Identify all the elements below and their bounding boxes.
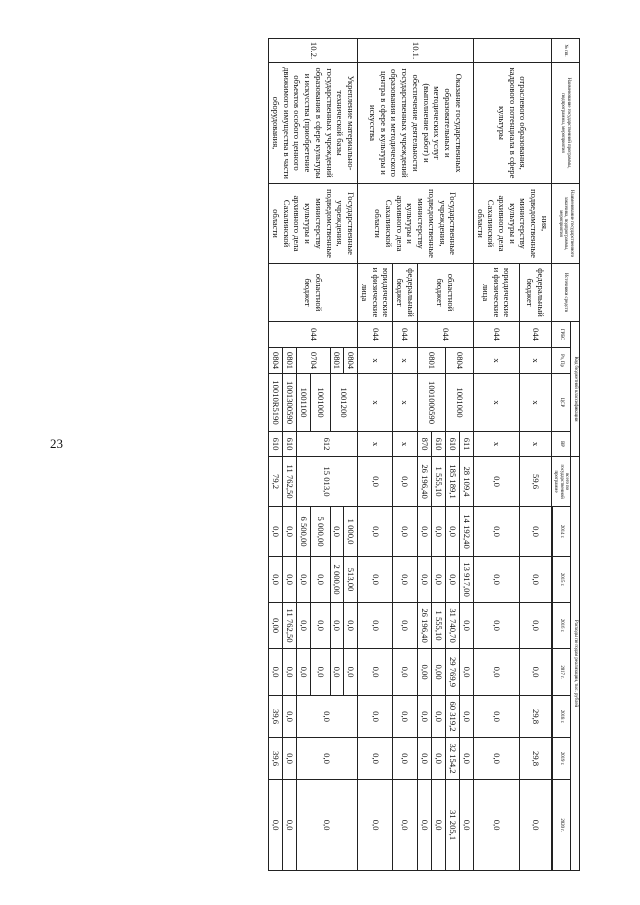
header-name: Наименование государственной программы, подпрограммы, мероприятия	[551, 63, 579, 184]
table-cell: 0,0	[296, 603, 310, 649]
table-cell: 0,00	[417, 649, 431, 696]
table-cell: 0,0	[473, 649, 519, 696]
table-cell: 1001000	[445, 374, 473, 432]
table-cell: 0,0	[473, 507, 519, 557]
table-cell: 0,0	[393, 557, 417, 603]
table-cell: 0,0	[459, 780, 473, 871]
table-cell: 13 917,00	[459, 557, 473, 603]
table-cell: 0,0	[282, 507, 296, 557]
header-expenses: Расходы по годам реализации, тыс. рублей	[571, 457, 580, 871]
table-cell: 610	[431, 432, 445, 457]
table-cell: 0,0	[431, 507, 445, 557]
table-cell: 39,6	[269, 738, 283, 780]
executor-name: Государственные учреждения, подведомственные министерству культуры и архивного дела Сахалинской области	[358, 184, 474, 264]
table-cell: 0,0	[431, 738, 445, 780]
table-cell: 0,0	[269, 557, 283, 603]
table-cell: 0,0	[358, 649, 393, 696]
table-cell: 0,0	[358, 696, 393, 738]
table-cell: 0,0	[310, 649, 330, 696]
table-cell: x	[473, 432, 519, 457]
table-cell: 0801	[282, 348, 296, 374]
table-cell: 5 000,00	[310, 507, 330, 557]
table-cell: x	[473, 374, 519, 432]
table-row	[459, 39, 473, 871]
table-cell: 0,0	[358, 738, 393, 780]
table-row	[519, 39, 551, 871]
table-cell: 0,0	[282, 780, 296, 871]
table-cell: 0,0	[459, 649, 473, 696]
program-name: Оказание государственных образовательных и методических услуг (выполнение работ) и обеспечение деятельности государственных учреждений образования и методического центра в сфере в культуры и искусства	[358, 63, 474, 184]
table-cell: x	[519, 374, 551, 432]
page-number: 23	[50, 436, 63, 451]
rotated-budget-table	[102, 38, 580, 870]
table-cell: 0,0	[393, 696, 417, 738]
table-cell: 0,0	[393, 603, 417, 649]
table-cell: x	[393, 348, 417, 374]
table-cell: 0,0	[344, 603, 358, 649]
table-cell: 6 500,00	[296, 507, 310, 557]
table-cell: 0,0	[296, 557, 310, 603]
table-cell: 0,0	[282, 738, 296, 780]
table-cell: 0,0	[330, 507, 344, 557]
header-vr: ВР	[551, 432, 571, 457]
header-year: 2015 г.	[552, 557, 571, 603]
header-year: 2016 г.	[552, 603, 571, 649]
table-cell: 1001100	[296, 374, 310, 432]
table-cell	[473, 39, 551, 63]
header-year: 2020 г.	[552, 780, 571, 871]
table-cell: 11 762,50	[282, 603, 296, 649]
table-cell: x	[358, 432, 393, 457]
table-cell: 0804	[445, 348, 473, 374]
table-cell: 0,0	[393, 780, 417, 871]
table-cell: 0804	[269, 348, 283, 374]
table-cell: 044	[519, 322, 551, 348]
table-cell: 0,0	[310, 557, 330, 603]
header-no: № пп.	[551, 39, 579, 63]
program-name: Укрепление материально-технической базы государственных учреждений образования в сфере культуры и искусства (приобретение объектов особого ценного движимого имущества в части оборудования,	[269, 63, 358, 184]
table-cell: 870	[417, 432, 431, 457]
table-cell: 0,0	[459, 696, 473, 738]
table-cell: 0,00	[269, 603, 283, 649]
table-cell: 0,0	[358, 457, 393, 507]
table-cell: 0,0	[431, 696, 445, 738]
item-number: 10.2.	[269, 39, 358, 63]
table-cell: 611	[459, 432, 473, 457]
table-cell: 044	[269, 322, 358, 348]
header-year: 2018 г.	[552, 696, 571, 738]
table-cell: 0,0	[358, 507, 393, 557]
table-cell: 0,0	[358, 603, 393, 649]
table-cell: 044	[393, 322, 417, 348]
item-number: 10.1.	[358, 39, 474, 63]
table-cell: x	[393, 432, 417, 457]
table-cell: 29,8	[519, 696, 551, 738]
budget-table	[268, 38, 580, 871]
funding-source: юридические и физические лица	[473, 264, 519, 322]
table-cell: 044	[473, 322, 519, 348]
table-cell: 0801	[417, 348, 445, 374]
header-grbs: ГРБС	[551, 322, 571, 348]
table-cell: 1001300590	[282, 374, 296, 432]
table-cell: 0,0	[393, 457, 417, 507]
table-cell: 0,0	[282, 649, 296, 696]
table-cell: 0,0	[417, 507, 431, 557]
table-cell: 0,0	[473, 557, 519, 603]
table-cell: 26 196,40	[417, 457, 431, 507]
table-cell: 0,0	[296, 738, 357, 780]
table-cell: 31 740,70	[445, 603, 459, 649]
table-cell: 0,0	[519, 649, 551, 696]
table-cell: 610	[445, 432, 459, 457]
header-year: 2017 г.	[552, 649, 571, 696]
table-row	[344, 39, 358, 871]
funding-source: федеральный бюджет	[519, 264, 551, 322]
table-cell: 0,0	[473, 696, 519, 738]
executor-name: ния, подведомственные министерству культуры и архивного дела Сахалинской области	[473, 184, 551, 264]
table-cell: 612	[296, 432, 357, 457]
table-cell: x	[393, 374, 417, 432]
header-kbk: Код бюджетной классификации	[571, 322, 580, 457]
table-cell: 0,00	[431, 649, 445, 696]
table-cell: 044	[417, 322, 473, 348]
header-rzpr: Рз, Пр	[551, 348, 571, 374]
table-cell: 1 000,0	[344, 507, 358, 557]
table-cell: 60 319,2	[445, 696, 459, 738]
table-cell: 0,0	[519, 780, 551, 871]
table-cell: 1 555,10	[431, 457, 445, 507]
table-cell: 29 769,9	[445, 649, 459, 696]
table-cell: 044	[358, 322, 393, 348]
table-cell: 0,0	[269, 507, 283, 557]
table-cell: 0,0	[310, 603, 330, 649]
table-cell: 15 013,0	[296, 457, 357, 507]
table-cell: 0804	[344, 348, 358, 374]
table-cell: x	[358, 374, 393, 432]
table-cell: 0,0	[445, 507, 459, 557]
table-cell: 0,0	[519, 507, 551, 557]
table-cell: 0,0	[473, 780, 519, 871]
table-cell: 0,0	[393, 507, 417, 557]
table-cell: 0,0	[519, 557, 551, 603]
table-cell: 513,00	[344, 557, 358, 603]
table-cell: 11 762,50	[282, 457, 296, 507]
table-cell: 0801	[330, 348, 344, 374]
table-cell: 0,0	[269, 780, 283, 871]
table-cell: 0,0	[431, 780, 445, 871]
table-cell: 0,0	[459, 738, 473, 780]
table-cell: 31 205,1	[445, 780, 459, 871]
table-cell: 0,0	[519, 603, 551, 649]
header-row-1	[571, 39, 580, 871]
table-cell: 1001000	[310, 374, 330, 432]
program-name: отраслевого образования, кадрового потенциала в сфере культуры	[473, 63, 551, 184]
table-cell: 0,0	[296, 696, 357, 738]
table-cell: 610	[282, 432, 296, 457]
header-year: 2019 г.	[552, 738, 571, 780]
table-cell: 0704	[296, 348, 330, 374]
header-executor: Наименование государственного заказчика, подпрограммы, мероприятия	[551, 184, 579, 264]
funding-source: областной бюджет	[417, 264, 473, 322]
table-cell: 0,0	[330, 603, 344, 649]
header-source: Источники средств	[551, 264, 579, 322]
funding-source: федеральный бюджет	[393, 264, 417, 322]
table-cell: 32 154,2	[445, 738, 459, 780]
table-cell: 29,8	[519, 738, 551, 780]
table-cell: 0,0	[473, 738, 519, 780]
table-cell: 185 189,1	[445, 457, 459, 507]
table-cell: x	[519, 348, 551, 374]
table-cell: 0,0	[330, 649, 344, 696]
table-cell: 10010R5190	[269, 374, 283, 432]
table-cell: 0,0	[358, 557, 393, 603]
table-cell: 0,0	[473, 457, 519, 507]
table-cell: 0,0	[417, 738, 431, 780]
executor-name: Государственные учреждения, подведомственные министерству культуры и архивного дела Сахалинской области	[269, 184, 358, 264]
table-cell: 0,0	[417, 557, 431, 603]
table-cell: 0,0	[344, 649, 358, 696]
table-cell: 2 000,00	[330, 557, 344, 603]
table-cell: 26 196,40	[417, 603, 431, 649]
table-cell: 0,0	[445, 557, 459, 603]
table-cell: 79,2	[269, 457, 283, 507]
table-cell: 1 555,10	[431, 603, 445, 649]
table-cell: 0,0	[296, 780, 357, 871]
header-total: всего по государственной программе	[551, 457, 571, 507]
table-cell: 610	[269, 432, 283, 457]
table-cell: 28 109,4	[459, 457, 473, 507]
table-cell: 1001000590	[417, 374, 445, 432]
table-cell: 0,0	[417, 780, 431, 871]
table-cell: 0,0	[393, 738, 417, 780]
table-cell: x	[473, 348, 519, 374]
table-cell: 0,0	[393, 649, 417, 696]
table-cell: 39,6	[269, 696, 283, 738]
table-cell: 0,0	[282, 696, 296, 738]
table-cell: x	[358, 348, 393, 374]
table-cell: 0,0	[269, 649, 283, 696]
funding-source: областной бюджет	[269, 264, 358, 322]
table-cell: 0,0	[417, 696, 431, 738]
table-cell: x	[519, 432, 551, 457]
table-cell: 0,0	[431, 557, 445, 603]
table-cell: 0,0	[473, 603, 519, 649]
funding-source: юридические и физические лица	[358, 264, 393, 322]
table-cell: 0,0	[459, 603, 473, 649]
table-cell: 59,6	[519, 457, 551, 507]
header-csr: ЦСР	[551, 374, 571, 432]
table-cell: 0,0	[358, 780, 393, 871]
table-cell: 1001200	[330, 374, 357, 432]
table-cell: 0,0	[296, 649, 310, 696]
table-cell: 14 192,40	[459, 507, 473, 557]
table-cell: 0,0	[282, 557, 296, 603]
header-year: 2014 г.	[552, 507, 571, 557]
